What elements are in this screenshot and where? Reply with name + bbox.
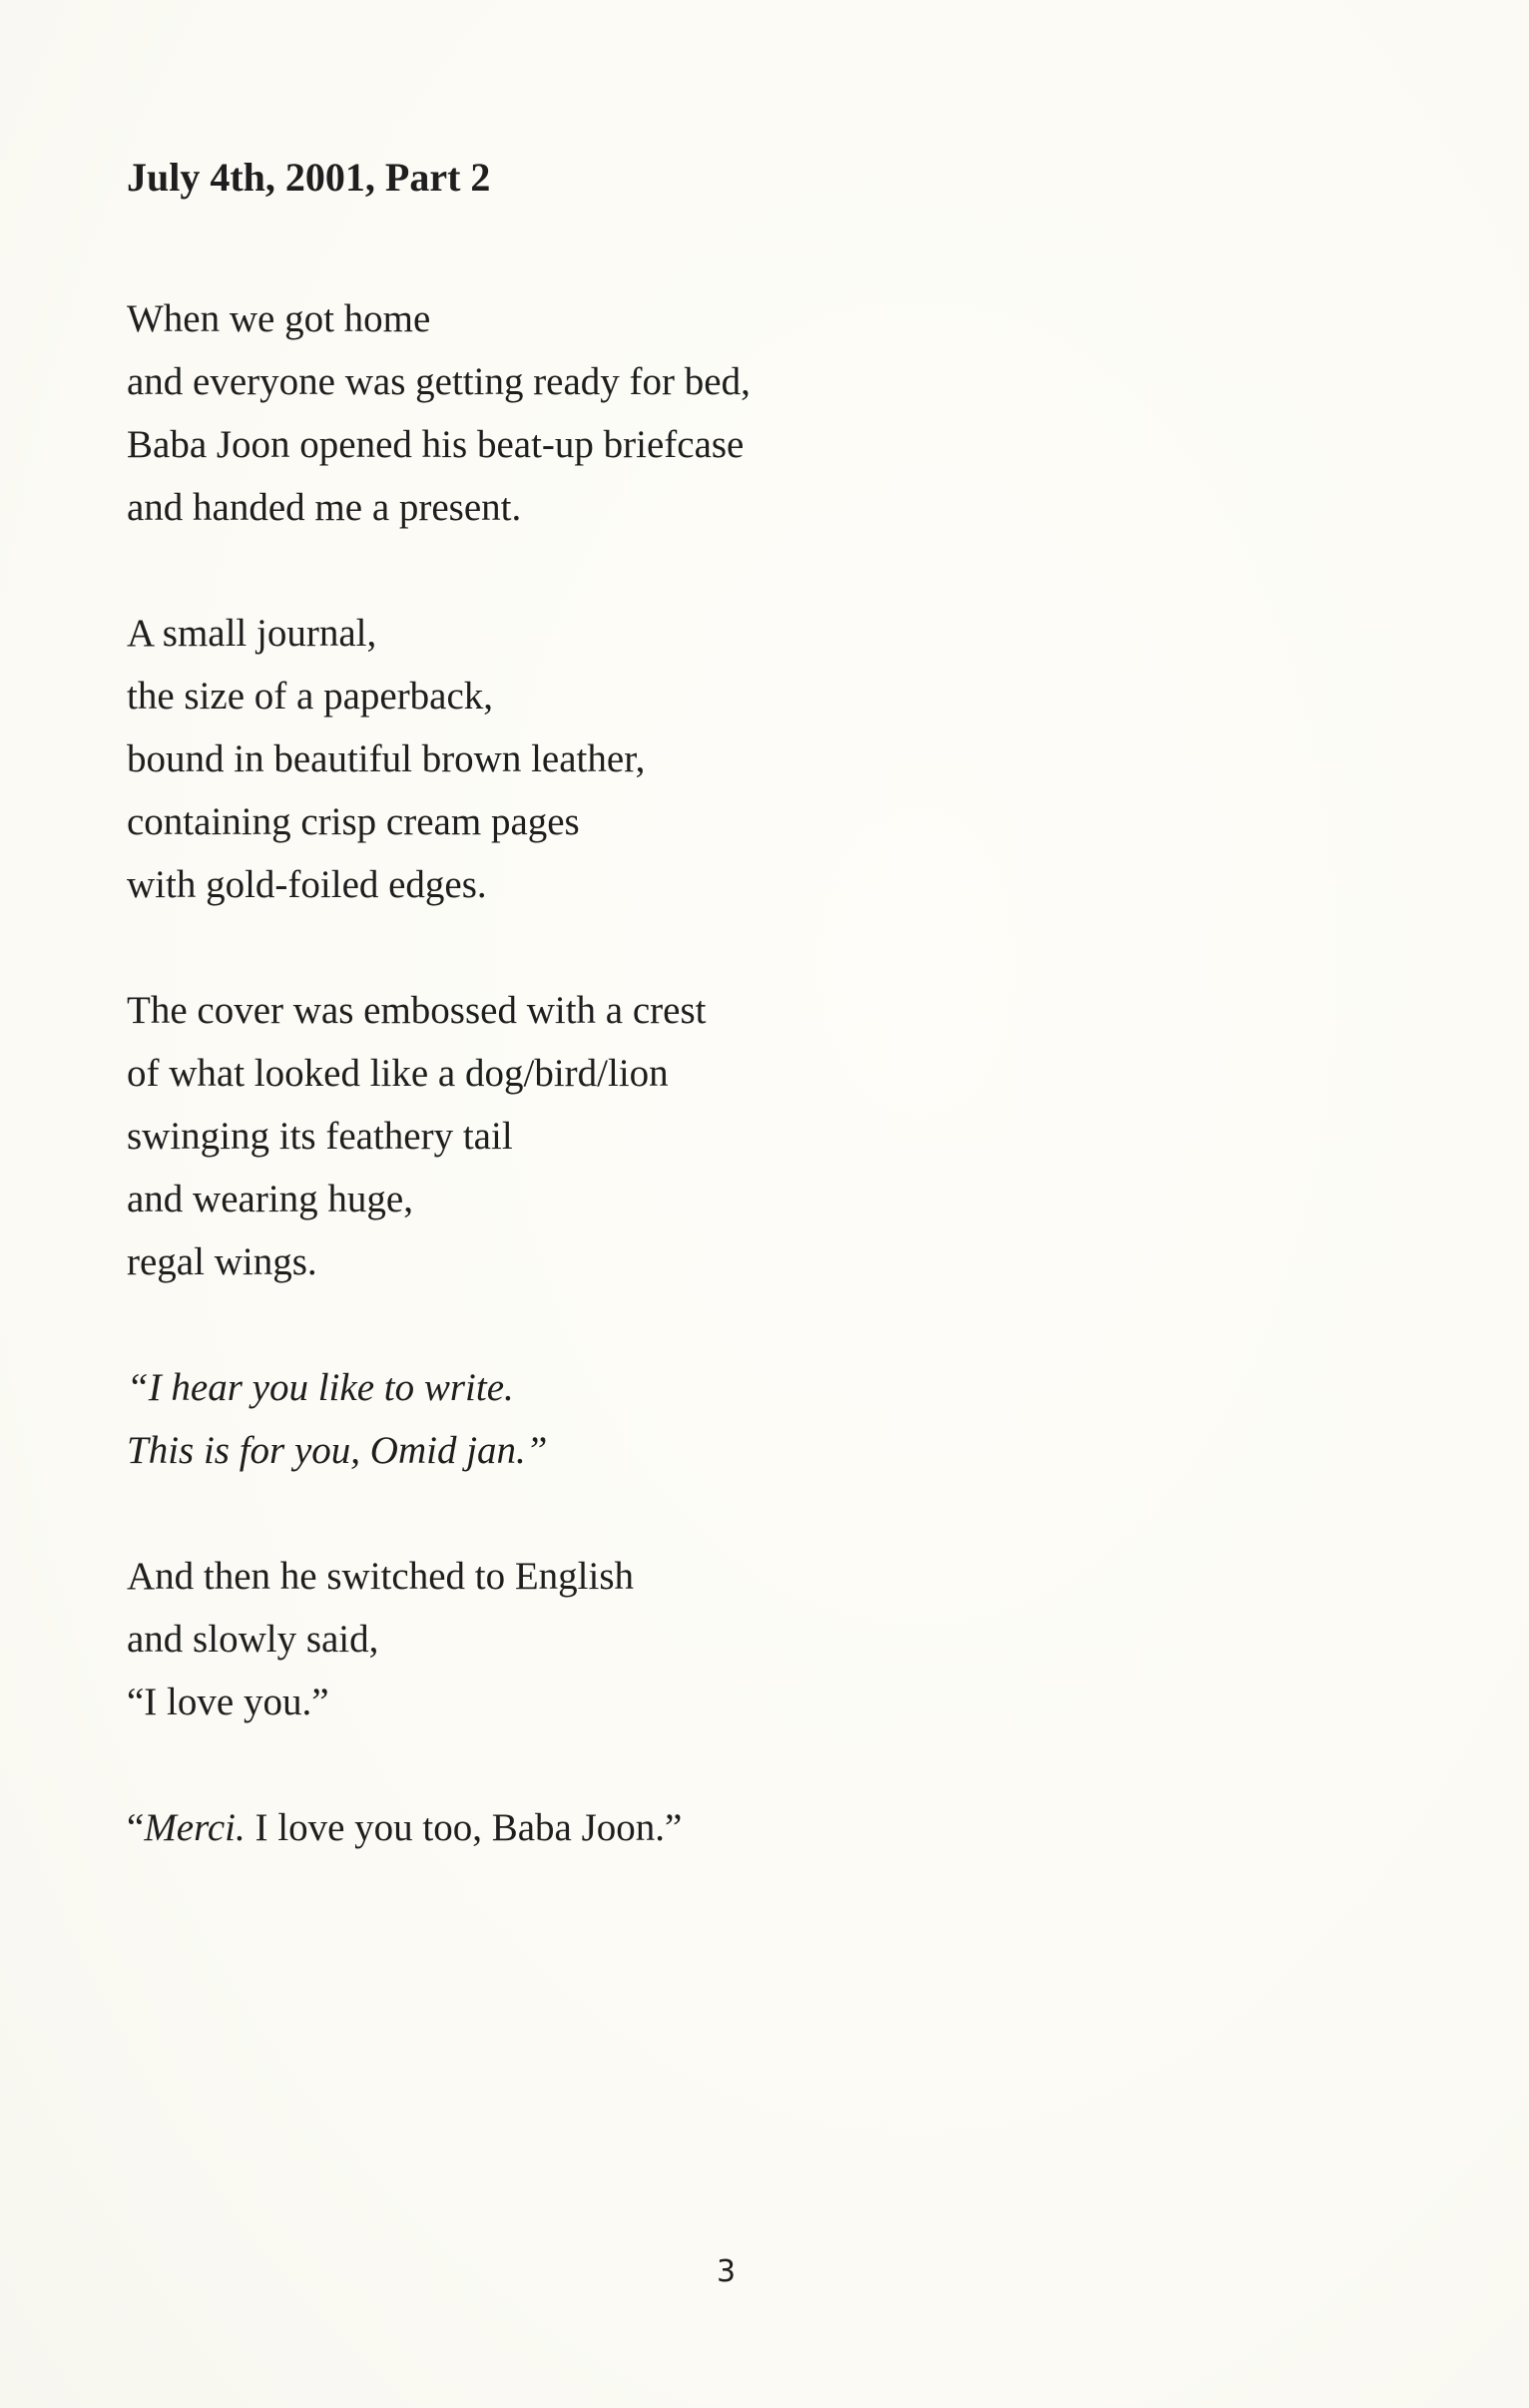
- poem-line: [127, 1796, 751, 1859]
- poem-line: A small journal,: [127, 612, 377, 655]
- poem-line: with gold-foiled edges.: [127, 863, 487, 906]
- poem-line: containing crisp cream pages: [127, 800, 580, 843]
- stanza-5: [127, 1545, 751, 1733]
- poem-line: And then he switched to English: [127, 1555, 635, 1598]
- poem-line: and handed me a present.: [127, 486, 522, 529]
- line-rest: I love you too, Baba Joon.”: [245, 1806, 683, 1849]
- italic-word: Merci.: [144, 1806, 246, 1849]
- poem-line: “I hear you like to write.: [127, 1366, 514, 1409]
- page-title: July 4th, 2001, Part 2: [127, 155, 491, 200]
- poem-line: the size of a paperback,: [127, 675, 494, 718]
- poem-line: bound in beautiful brown leather,: [127, 737, 646, 780]
- poem-line: and slowly said,: [127, 1618, 379, 1661]
- stanza-6: [127, 1796, 751, 1859]
- poem-line: The cover was embossed with a crest: [127, 989, 707, 1032]
- poem-line: regal wings.: [127, 1240, 317, 1283]
- poem-line: and everyone was getting ready for bed,: [127, 360, 751, 403]
- poem-line: “I love you.”: [127, 1681, 329, 1723]
- poem-body: [127, 287, 751, 1922]
- poem-line: swinging its feathery tail: [127, 1115, 513, 1158]
- stanza-4-quote: [127, 1356, 751, 1482]
- stanza-2: [127, 602, 751, 916]
- open-quote: “: [127, 1806, 145, 1849]
- poem-line: This is for you, Omid jan.”: [127, 1429, 548, 1472]
- poem-line: and wearing huge,: [127, 1178, 413, 1220]
- page-number: 3: [717, 2254, 737, 2289]
- poem-line: of what looked like a dog/bird/lion: [127, 1052, 669, 1095]
- poem-line: When we got home: [127, 297, 431, 340]
- poem-line: Baba Joon opened his beat-up briefcase: [127, 423, 745, 466]
- stanza-3: [127, 979, 751, 1293]
- stanza-1: [127, 287, 751, 539]
